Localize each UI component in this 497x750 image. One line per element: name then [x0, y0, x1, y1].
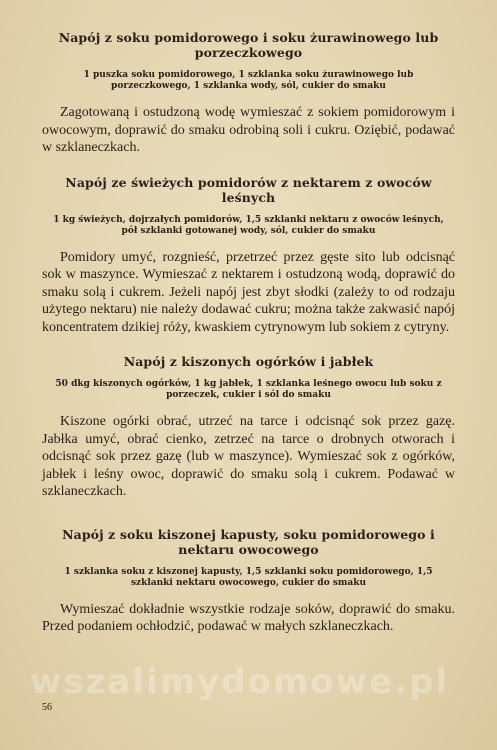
recipe-title: Napój z soku pomidorowego i soku żurawinowego lub porzeczkowego	[58, 30, 439, 60]
recipe-title: Napój z kiszonych ogórków i jabłek	[123, 354, 374, 369]
recipe-instructions: Wymieszać dokładnie wszystkie rodzaje soków, doprawić do smaku. Przed podaniem ochłodzić, podawać w małych szklaneczkach.	[42, 601, 455, 634]
recipe-instructions: Kiszone ogórki obrać, utrzeć na tarce i odcisnąć sok przez gazę. Jabłka umyć, obrać cienko, zetrzeć na tarce o drobnych otworach i odcisnąć sok przez gazę (lub w maszynce). Wymieszać sok z ogórków, jabłek i leśny owoc, doprawić do smaku solą i cukrem. Podawać w szklaneczkach.	[42, 414, 455, 499]
recipe-sauerkraut-tomato-nectar	[42, 527, 455, 636]
recipe-title: Napój z soku kiszonej kapusty, soku pomidorowego i nektaru owocowego	[62, 526, 435, 557]
recipe-tomato-cranberry	[42, 30, 455, 157]
recipe-ingredients: 1 kg świeżych, dojrzałych pomidorów, 1,5 szklanki nektaru z owoców leśnych, pół szklanki gotowanej wody, sól, cukier do smaku	[53, 214, 444, 236]
recipe-instructions: Zagotowaną i ostudzoną wodę wymieszać z sokiem pomidorowym i owocowym, doprawić do smaku odrobiną soli i cukru. Oziębić, podawać w szklaneczkach.	[42, 105, 455, 155]
recipe-pickle-apple	[42, 354, 455, 501]
page-number: 56	[42, 702, 52, 713]
watermark: wszalimydomowe.pl	[30, 662, 450, 702]
recipe-title: Napój ze świeżych pomidorów z nektarem z owoców leśnych	[65, 174, 432, 205]
recipe-ingredients: 1 szklanka soku z kiszonej kapusty, 1,5 szklanki soku pomidorowego, 1,5 szklanki nektaru owocowego, cukier do smaku	[64, 566, 433, 588]
recipe-ingredients: 50 dkg kiszonych ogórków, 1 kg jabłek, 1 szklanka leśnego owocu lub soku z porzeczek, cukier i sól do smaku	[55, 379, 442, 400]
recipe-fresh-tomato-nectar	[42, 175, 455, 337]
recipe-instructions: Pomidory umyć, rozgnieść, przetrzeć przez gęste sito lub odcisnąć sok w maszynce. Wymieszać z nektarem i ostudzoną wodą, doprawić do smaku solą i cukrem. Jeżeli napój jest zbyt słodki (zależy to od rodzaju użytego nektaru) nie należy dodawać cukru; można także zakwasić napój koncentratem dzikiej róży, kwaskiem cytrynowym lub sokiem z cytryny.	[42, 249, 455, 335]
recipe-ingredients: 1 puszka soku pomidorowego, 1 szklanka soku żurawinowego lub porzeczkowego, 1 szklanka wody, sól, cukier do smaku	[83, 70, 414, 91]
